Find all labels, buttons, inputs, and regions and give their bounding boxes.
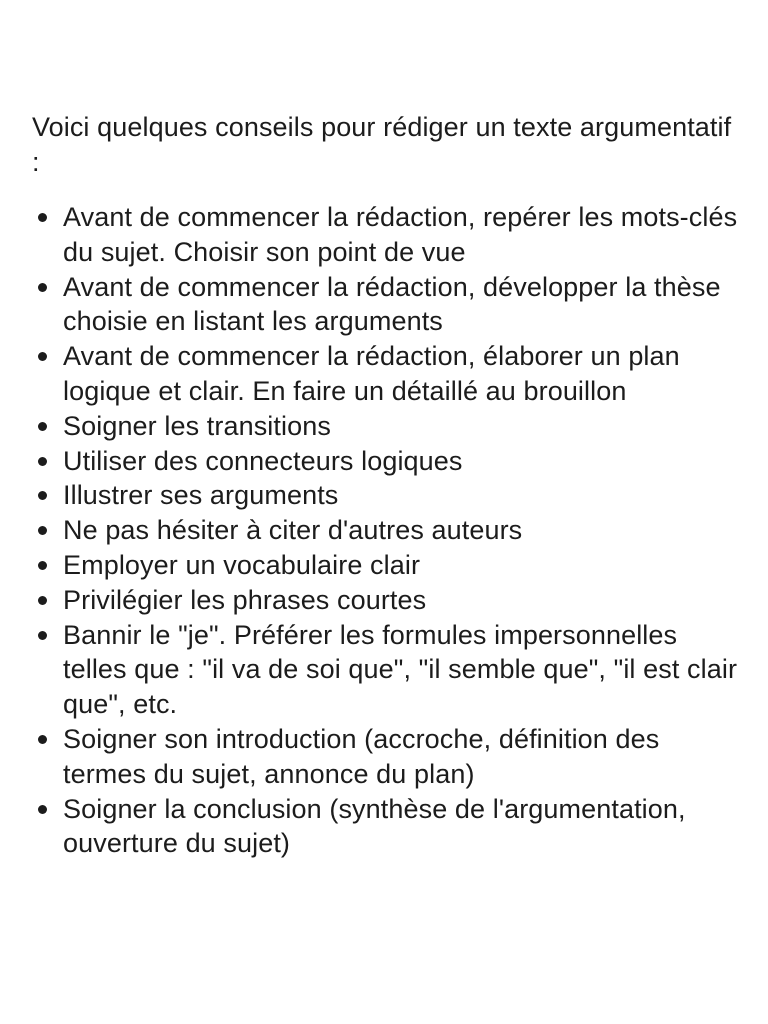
list-item-text: Illustrer ses arguments <box>63 480 339 511</box>
bullet-icon <box>38 526 47 535</box>
bullet-icon <box>38 735 47 744</box>
list-item-text: Privilégier les phrases courtes <box>63 584 427 615</box>
list-item <box>32 618 744 722</box>
bullet-icon <box>38 596 47 605</box>
list-item-text: Avant de commencer la rédaction, développer la thèse choisie en listant les arguments <box>63 271 721 337</box>
list-item <box>32 792 744 862</box>
bullet-icon <box>38 213 47 222</box>
list-item <box>32 548 744 583</box>
bullet-icon <box>38 422 47 431</box>
bullet-icon <box>38 805 47 814</box>
list-item <box>32 478 744 513</box>
list-item <box>32 339 744 409</box>
list-item <box>32 722 744 792</box>
bullet-icon <box>38 457 47 466</box>
list-item-text: Ne pas hésiter à citer d'autres auteurs <box>63 515 523 546</box>
list-item <box>32 444 744 479</box>
list-item-text: Soigner les transitions <box>63 410 331 441</box>
list-item-text: Soigner la conclusion (synthèse de l'argumentation, ouverture du sujet) <box>63 793 686 859</box>
list-item-text: Avant de commencer la rédaction, repérer les mots-clés du sujet. Choisir son point de vue <box>63 202 738 267</box>
list-item-text: Avant de commencer la rédaction, élaborer un plan logique et clair. En faire un détaillé au brouillon <box>63 341 680 406</box>
list-item <box>32 270 744 340</box>
list-item <box>32 583 744 618</box>
document-body <box>32 110 744 861</box>
tips-list <box>32 200 744 861</box>
list-item <box>32 200 744 270</box>
list-item-text: Employer un vocabulaire clair <box>63 549 421 580</box>
list-item-text: Soigner son introduction (accroche, définition des termes du sujet, annonce du plan) <box>63 723 660 789</box>
intro-paragraph: Voici quelques conseils pour rédiger un texte argumentatif : <box>32 112 732 177</box>
list-item-text: Bannir le "je". Préférer les formules impersonnelles telles que : "il va de soi que", "il semble que", "il est clair que", etc. <box>63 619 738 720</box>
list-item <box>32 409 744 444</box>
bullet-icon <box>38 561 47 570</box>
bullet-icon <box>38 491 47 500</box>
bullet-icon <box>38 283 47 292</box>
bullet-icon <box>38 352 47 361</box>
list-item-text: Utiliser des connecteurs logiques <box>63 445 463 476</box>
bullet-icon <box>38 631 47 640</box>
list-item <box>32 513 744 548</box>
